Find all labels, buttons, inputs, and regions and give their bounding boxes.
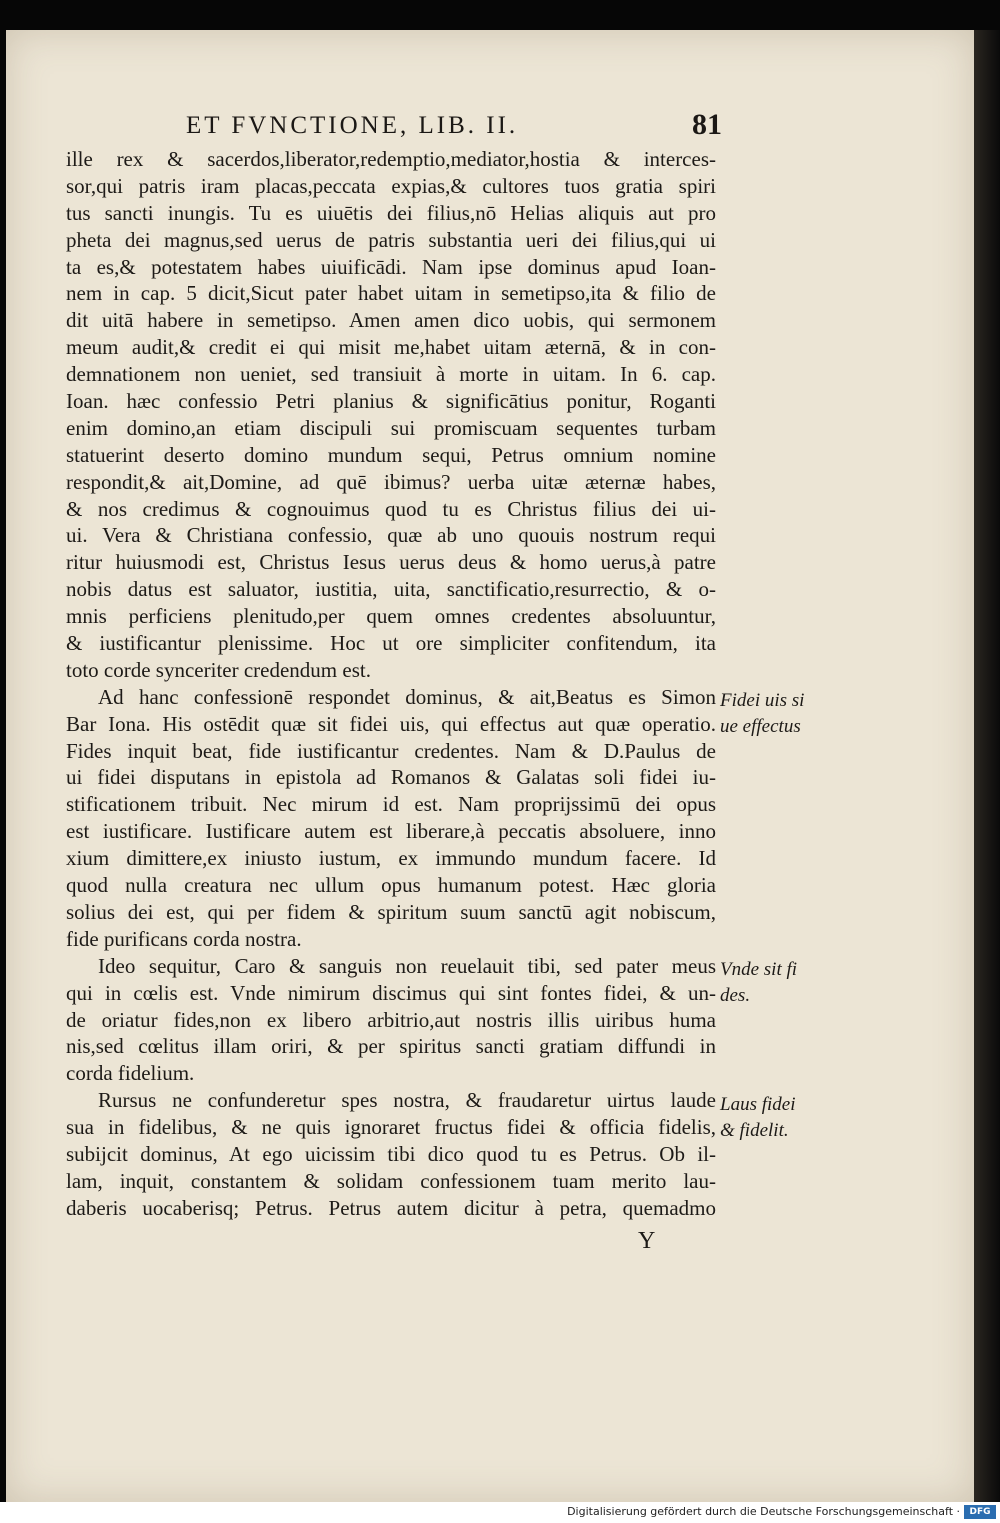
text-line: mnis perficiens plenitudo,per quem omnes credentes absoluuntur,	[66, 604, 716, 629]
text-line: pheta dei magnus,sed uerus de patris substantia ueri dei filius,qui ui	[66, 227, 716, 252]
text-line: de oriatur fides,non ex libero arbitrio,aut nostris illis uiribus huma	[66, 1007, 716, 1032]
footer-bar	[0, 1502, 1000, 1523]
text-line: lam, inquit, constantem & solidam confessionem tuam merito lau-	[66, 1168, 716, 1193]
page-edge	[974, 30, 1000, 1502]
marginal-note	[720, 688, 820, 740]
text-line: sor,qui patris iram placas,peccata expias,& cultores tuos gratia spiri	[66, 173, 716, 198]
text-line: qui in cœlis est. Vnde nimirum discimus qui sint fontes fidei, & un-	[66, 980, 716, 1005]
folio-number: 81	[692, 108, 722, 141]
text-line: nis,sed cœlitus illam oriri, & per spiritus sancti gratiam diffundi in	[66, 1034, 716, 1059]
marginal-note-line: ue effectus	[720, 716, 801, 737]
marginal-note	[720, 1092, 820, 1144]
text-line: ille rex & sacerdos,liberator,redemptio,mediator,hostia & interces-	[66, 147, 716, 171]
text-line: nem in cap. 5 dicit,Sicut pater habet uitam in semetipso,ita & filio de	[66, 281, 716, 306]
marginal-note	[720, 957, 820, 1009]
text-line: Bar Iona. His ostēdit quæ sit fidei uis, qui effectus aut quæ operatio.	[66, 711, 716, 736]
text-line: dit uitā habere in semetipso. Amen amen dico uobis, qui sermonem	[66, 308, 716, 333]
text-line: demnationem non ueniet, sed transiuit à morte in uitam. In 6. cap.	[66, 362, 716, 387]
text-line: ritur huiusmodi est, Christus Iesus uerus deus & homo uerus,à patre	[66, 550, 716, 575]
signature-mark: Y	[638, 1228, 656, 1254]
body-text	[66, 146, 716, 1222]
text-line: solius dei est, qui per fidem & spiritum suum sanctū agit nobiscum,	[66, 899, 716, 924]
text-line: subijcit dominus, At ego uicissim tibi dico quod tu es Petrus. Ob il-	[66, 1141, 716, 1166]
text-line: tus sancti inungis. Tu es uiuētis dei filius,nō Helias aliquis aut pro	[66, 200, 716, 225]
text-line: Fides inquit beat, fide iustificantur credentes. Nam & D.Paulus de	[66, 738, 716, 763]
marginal-note-line: Vnde sit fi	[720, 959, 798, 980]
marginal-note-line: Laus fidei	[720, 1094, 796, 1115]
marginal-note-line: des.	[720, 985, 751, 1006]
text-line: est iustificare. Iustificare autem est liberare,à peccatis absoluere, inno	[66, 819, 716, 844]
text-line: corda fidelium.	[66, 1061, 195, 1086]
text-line: enim domino,an etiam discipuli sui promiscuam sequentes turbam	[66, 415, 716, 440]
text-line: toto corde synceriter credendum est.	[66, 657, 371, 682]
text-line: quod nulla creatura nec ullum opus humanum potest. Hæc gloria	[66, 873, 716, 898]
text-line: Ideo sequitur, Caro & sanguis non reuelauit tibi, sed pater meus	[98, 953, 716, 978]
running-head: ET FVNCTIONE, LIB. II.	[186, 112, 519, 139]
text-line: xium dimittere,ex iniusto iustum, ex immundo mundum facere. Id	[66, 846, 716, 871]
text-line: Ad hanc confessionē respondet dominus, & ait,Beatus es Simon	[98, 684, 716, 709]
text-line: nobis datus est saluator, iustitia, uita, sanctificatio,resurrectio, & o-	[66, 577, 716, 602]
text-line: fide purificans corda nostra.	[66, 926, 302, 951]
funding-credit: Digitalisierung gefördert durch die Deutsche Forschungsgemeinschaft ·	[567, 1505, 960, 1518]
text-line: ta es,& potestatem habes uiuificādi. Nam ipse dominus apud Ioan-	[66, 254, 716, 279]
text-line: Ioan. hæc confessio Petri planius & significātius ponitur, Roganti	[66, 389, 716, 414]
text-line: statuerint deserto domino mundum sequi, Petrus omnium nomine	[66, 442, 716, 467]
text-line: respondit,& ait,Domine, ad quē ibimus? uerba uitæ æternæ habes,	[66, 469, 716, 494]
text-line: & iustificantur plenissime. Hoc ut ore simpliciter confitendum, ita	[66, 631, 716, 656]
text-line: ui fidei disputans in epistola ad Romanos & Galatas soli fidei iu-	[66, 765, 716, 790]
marginal-note-line: & fidelit.	[720, 1120, 789, 1141]
text-line: daberis uocaberisq; Petrus. Petrus autem dicitur à petra, quemadmo	[66, 1195, 716, 1220]
text-line: ui. Vera & Christiana confessio, quæ ab uno quouis nostrum requi	[66, 523, 716, 548]
marginal-note-line: Fidei uis si	[720, 690, 805, 711]
text-line: & nos credimus & cognouimus quod tu es Christus filius dei ui-	[66, 496, 716, 521]
text-line: meum audit,& credit ei qui misit me,habet uitam æternā, & in con-	[66, 335, 716, 360]
text-line: stificationem tribuit. Nec mirum id est. Nam proprijssimū dei opus	[66, 792, 716, 817]
text-line: sua in fidelibus, & ne quis ignoraret fructus fidei & officia fidelis,	[66, 1115, 716, 1140]
text-line: Rursus ne confunderetur spes nostra, & fraudaretur uirtus laude	[98, 1088, 716, 1113]
dfg-logo: DFG	[964, 1505, 996, 1519]
